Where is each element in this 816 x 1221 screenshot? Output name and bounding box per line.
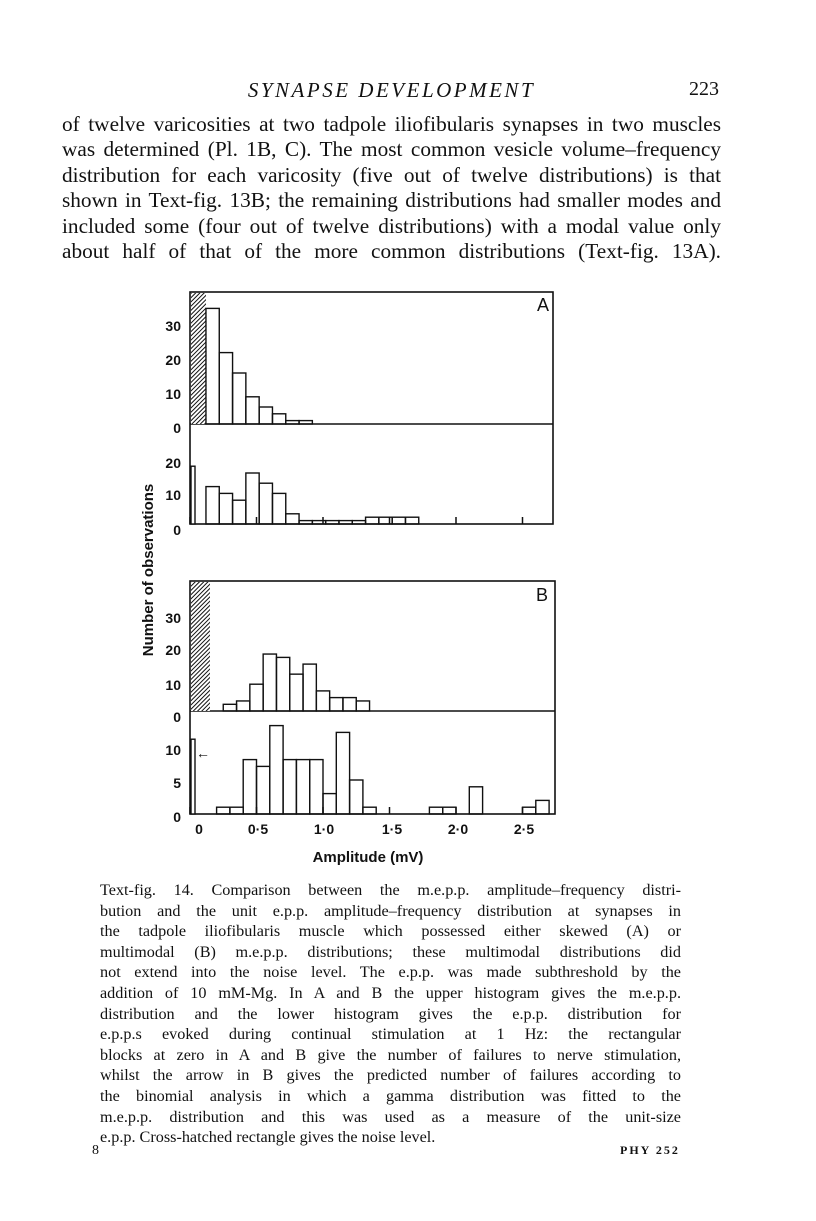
y-tick-label: 20 [165, 455, 181, 471]
noise-level-block [191, 582, 210, 711]
y-tick-label: 0 [173, 809, 181, 825]
body-line: was determined (Pl. 1B, C). The most common vesicle volume–frequency [62, 137, 721, 162]
x-tick-label: 2·0 [447, 821, 469, 837]
caption-line: not extend into the noise level. The e.p.p. was made subthreshold by the [100, 963, 681, 982]
caption-line: multimodal (B) m.e.p.p. distributions; these multimodal distributions did [100, 942, 681, 961]
caption-line: blocks at zero in A and B give the number of failures to nerve stimulation, [100, 1045, 681, 1064]
y-tick-label: 10 [165, 677, 181, 693]
histogram-bar [217, 807, 230, 814]
histogram-bar [283, 760, 296, 814]
x-tick-label: 1·0 [313, 821, 335, 837]
running-title: SYNAPSE DEVELOPMENT [247, 78, 536, 102]
histogram-bar [366, 517, 379, 524]
caption-line: e.p.p.s evoked during continual stimulation at 1 Hz: the rectangular [100, 1025, 681, 1044]
x-tick-label: 1·5 [381, 821, 403, 837]
footer-journal-code: PHY 252 [620, 1143, 680, 1157]
histogram-bar [263, 654, 276, 711]
failures-block [191, 739, 195, 814]
histogram-bar [392, 517, 405, 524]
x-tick-label: 0·5 [247, 821, 269, 837]
histogram-bar [206, 308, 219, 424]
histogram-bar [299, 421, 312, 424]
y-tick-label: 10 [165, 742, 181, 758]
histogram-bar [429, 807, 442, 814]
histogram-bar [523, 807, 536, 814]
histogram-bar [296, 760, 309, 814]
panel-A-frame [190, 292, 553, 524]
figure-caption [100, 880, 681, 1148]
x-tick-label: 0 [195, 821, 203, 837]
histogram-bar [243, 760, 256, 814]
y-tick-label: 0 [173, 420, 181, 436]
footer-signature-number: 8 [92, 1143, 99, 1158]
x-tick-label: 2·5 [513, 821, 535, 837]
caption-line: the binomial analysis in which a gamma distribution was fitted to the [100, 1086, 681, 1105]
y-tick-label: 0 [173, 522, 181, 538]
caption-line: addition of 10 mM-Mg. In A and B the upper histogram gives the m.e.p.p. [100, 983, 681, 1002]
figure-marks [165, 293, 549, 825]
histogram-bar [259, 407, 272, 424]
histogram-bar [316, 691, 329, 711]
histogram-bar [259, 483, 272, 524]
histogram-bar [343, 698, 356, 711]
histogram-bar [323, 794, 336, 814]
histogram-bar [276, 657, 289, 711]
histogram-bar [350, 780, 363, 814]
panel-B-frame [190, 581, 555, 814]
histogram-bar [233, 500, 246, 524]
y-tick-label: 20 [165, 642, 181, 658]
histogram-bar [246, 397, 259, 424]
caption-line: the tadpole iliofibularis muscle which possessed either skewed (A) or [100, 922, 681, 941]
histogram-bar [250, 684, 263, 711]
noise-level-block [191, 293, 206, 424]
body-line: of twelve varicosities at two tadpole iliofibularis synapses in two muscles [62, 112, 721, 136]
histogram-bar [272, 493, 285, 524]
body-line: included some (four out of twelve distributions) with a modal value only [62, 213, 721, 238]
histogram-bar [230, 807, 243, 814]
caption-line: whilst the arrow in B gives the predicted number of failures according to [100, 1066, 681, 1085]
histogram-bar [257, 766, 270, 814]
y-tick-label: 30 [165, 610, 181, 626]
histogram-bar [326, 521, 339, 524]
histogram-bar [270, 726, 283, 814]
histogram-bar [363, 807, 376, 814]
body-line: distribution for each varicosity (five out of twelve distributions) is that [62, 162, 721, 187]
y-tick-label: 10 [165, 487, 181, 503]
histogram-bar [219, 353, 232, 424]
histogram-bar [336, 732, 349, 814]
histogram-bar [237, 701, 250, 711]
y-tick-label: 5 [173, 775, 181, 791]
caption-line: m.e.p.p. distribution and this was used as a measure of the unit-size [100, 1107, 681, 1126]
panel-B-label: B [536, 585, 549, 605]
y-tick-label: 0 [173, 709, 181, 725]
predicted-failures-arrow: ← [196, 744, 210, 761]
panel-A-label: A [537, 295, 550, 315]
histogram-bar [330, 698, 343, 711]
histogram-bar [286, 421, 299, 424]
y-tick-label: 10 [165, 386, 181, 402]
page-number: 223 [689, 78, 719, 100]
body-line: about half of that of the more common distributions (Text-fig. 13A). [62, 239, 721, 264]
histogram-bar [233, 373, 246, 424]
caption-line: distribution and the lower histogram gives the e.p.p. distribution for [100, 1004, 681, 1023]
x-axis-label: Amplitude (mV) [312, 849, 424, 866]
histogram-bar [290, 674, 303, 711]
y-tick-label: 30 [165, 318, 181, 334]
histogram-bar [223, 704, 236, 711]
histogram-bar [405, 517, 418, 524]
histogram-bar [339, 521, 352, 524]
failures-block [191, 466, 195, 524]
caption-line: Text-fig. 14. Comparison between the m.e.p.p. amplitude–frequency distri- [100, 881, 681, 899]
figure-frames [190, 292, 555, 814]
histogram-bar [303, 664, 316, 711]
caption-line: bution and the unit e.p.p. amplitude–frequency distribution at synapses in [100, 901, 681, 920]
histogram-bar [219, 493, 232, 524]
histogram-bar [356, 701, 369, 711]
y-axis-label: Number of observations [140, 483, 157, 657]
histogram-bar [352, 521, 365, 524]
histogram-bar [536, 800, 549, 814]
y-tick-label: 20 [165, 352, 181, 368]
histogram-bar [469, 787, 482, 814]
histogram-bar [206, 487, 219, 524]
caption-line: e.p.p. Cross-hatched rectangle gives the noise level. [100, 1128, 436, 1147]
histogram-bar [246, 473, 259, 524]
histogram-bar [299, 521, 312, 524]
histogram-bar [272, 414, 285, 424]
histogram-bar [310, 760, 323, 814]
histogram-bar [443, 807, 456, 814]
body-line: shown in Text-fig. 13B; the remaining distributions had smaller modes and [62, 188, 721, 213]
histogram-bar [286, 514, 299, 524]
